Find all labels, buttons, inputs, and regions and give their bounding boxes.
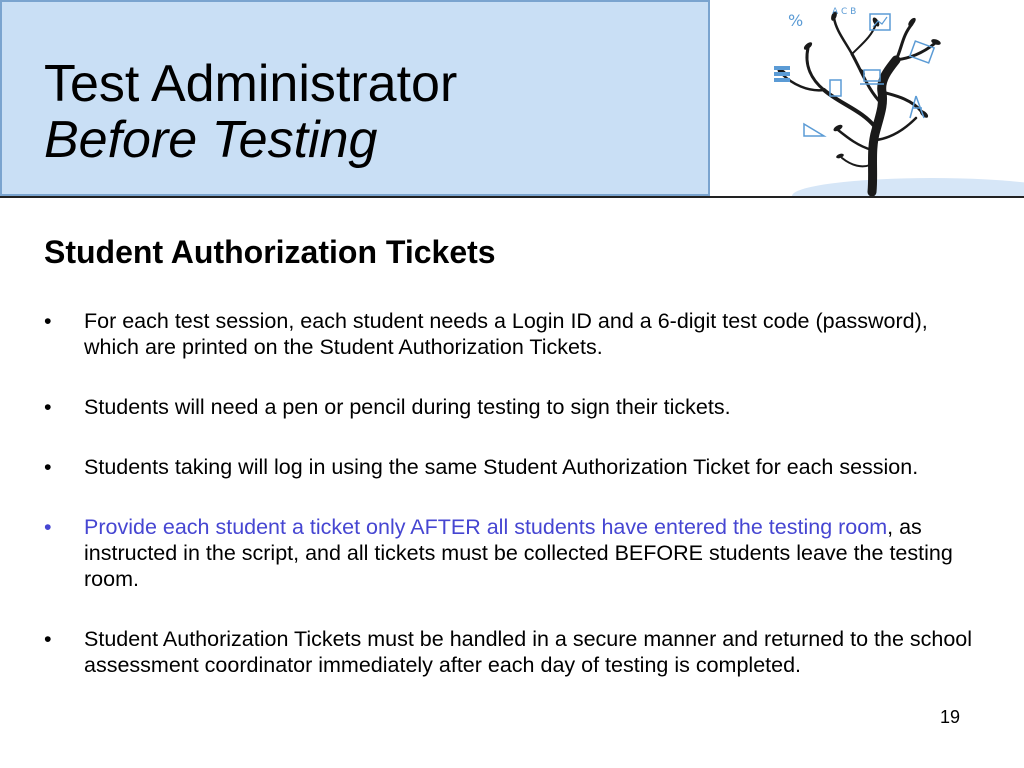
- abc-icon: A C B: [832, 7, 857, 17]
- section-heading: Student Authorization Tickets: [44, 234, 496, 270]
- bullet-highlight-text: Provide each student a ticket only AFTER all students have entered the testing room: [84, 515, 888, 539]
- bullet-item: [44, 454, 984, 480]
- ground-shape: [792, 178, 1024, 196]
- page-number: 19: [940, 707, 961, 727]
- bullet-text: Students will need a pen or pencil during testing to sign their tickets.: [84, 395, 731, 419]
- bullet-text: For each test session, each student needs a Login ID and a 6-digit test code (password), which are printed on the Student Authorization Tickets.: [84, 309, 928, 359]
- bullet-item: [44, 394, 984, 420]
- triangle-ruler-icon: [804, 124, 824, 136]
- tree-leaves: [776, 10, 941, 159]
- bullet-item: [44, 514, 984, 592]
- bullet-marker: •: [44, 395, 52, 419]
- percent-icon: %: [788, 11, 804, 30]
- bullet-text: Student Authorization Tickets must be handled in a secure manner and returned to the school assessment coordinator immediately after each day of testing is completed.: [84, 627, 973, 677]
- bullet-item: [44, 308, 984, 360]
- bullet-marker: •: [44, 627, 52, 651]
- bullet-list: [44, 308, 984, 712]
- books-icon: [774, 66, 790, 82]
- slide-subtitle: Before Testing: [44, 111, 378, 169]
- bullet-marker: •: [44, 309, 52, 333]
- bullet-marker: •: [44, 515, 52, 539]
- slide-title: Test Administrator: [44, 55, 458, 113]
- bullet-marker: •: [44, 455, 52, 479]
- bullet-text: Students taking will log in using the same Student Authorization Ticket for each session.: [84, 455, 919, 479]
- tree-branches: [782, 18, 934, 166]
- bullet-text: , as instructed in the script, and all tickets must be collected BEFORE students leave the testing room.: [84, 515, 953, 591]
- header-divider: [0, 196, 1024, 198]
- bullet-item: [44, 626, 984, 678]
- knowledge-tree-illustration: [712, 0, 1024, 196]
